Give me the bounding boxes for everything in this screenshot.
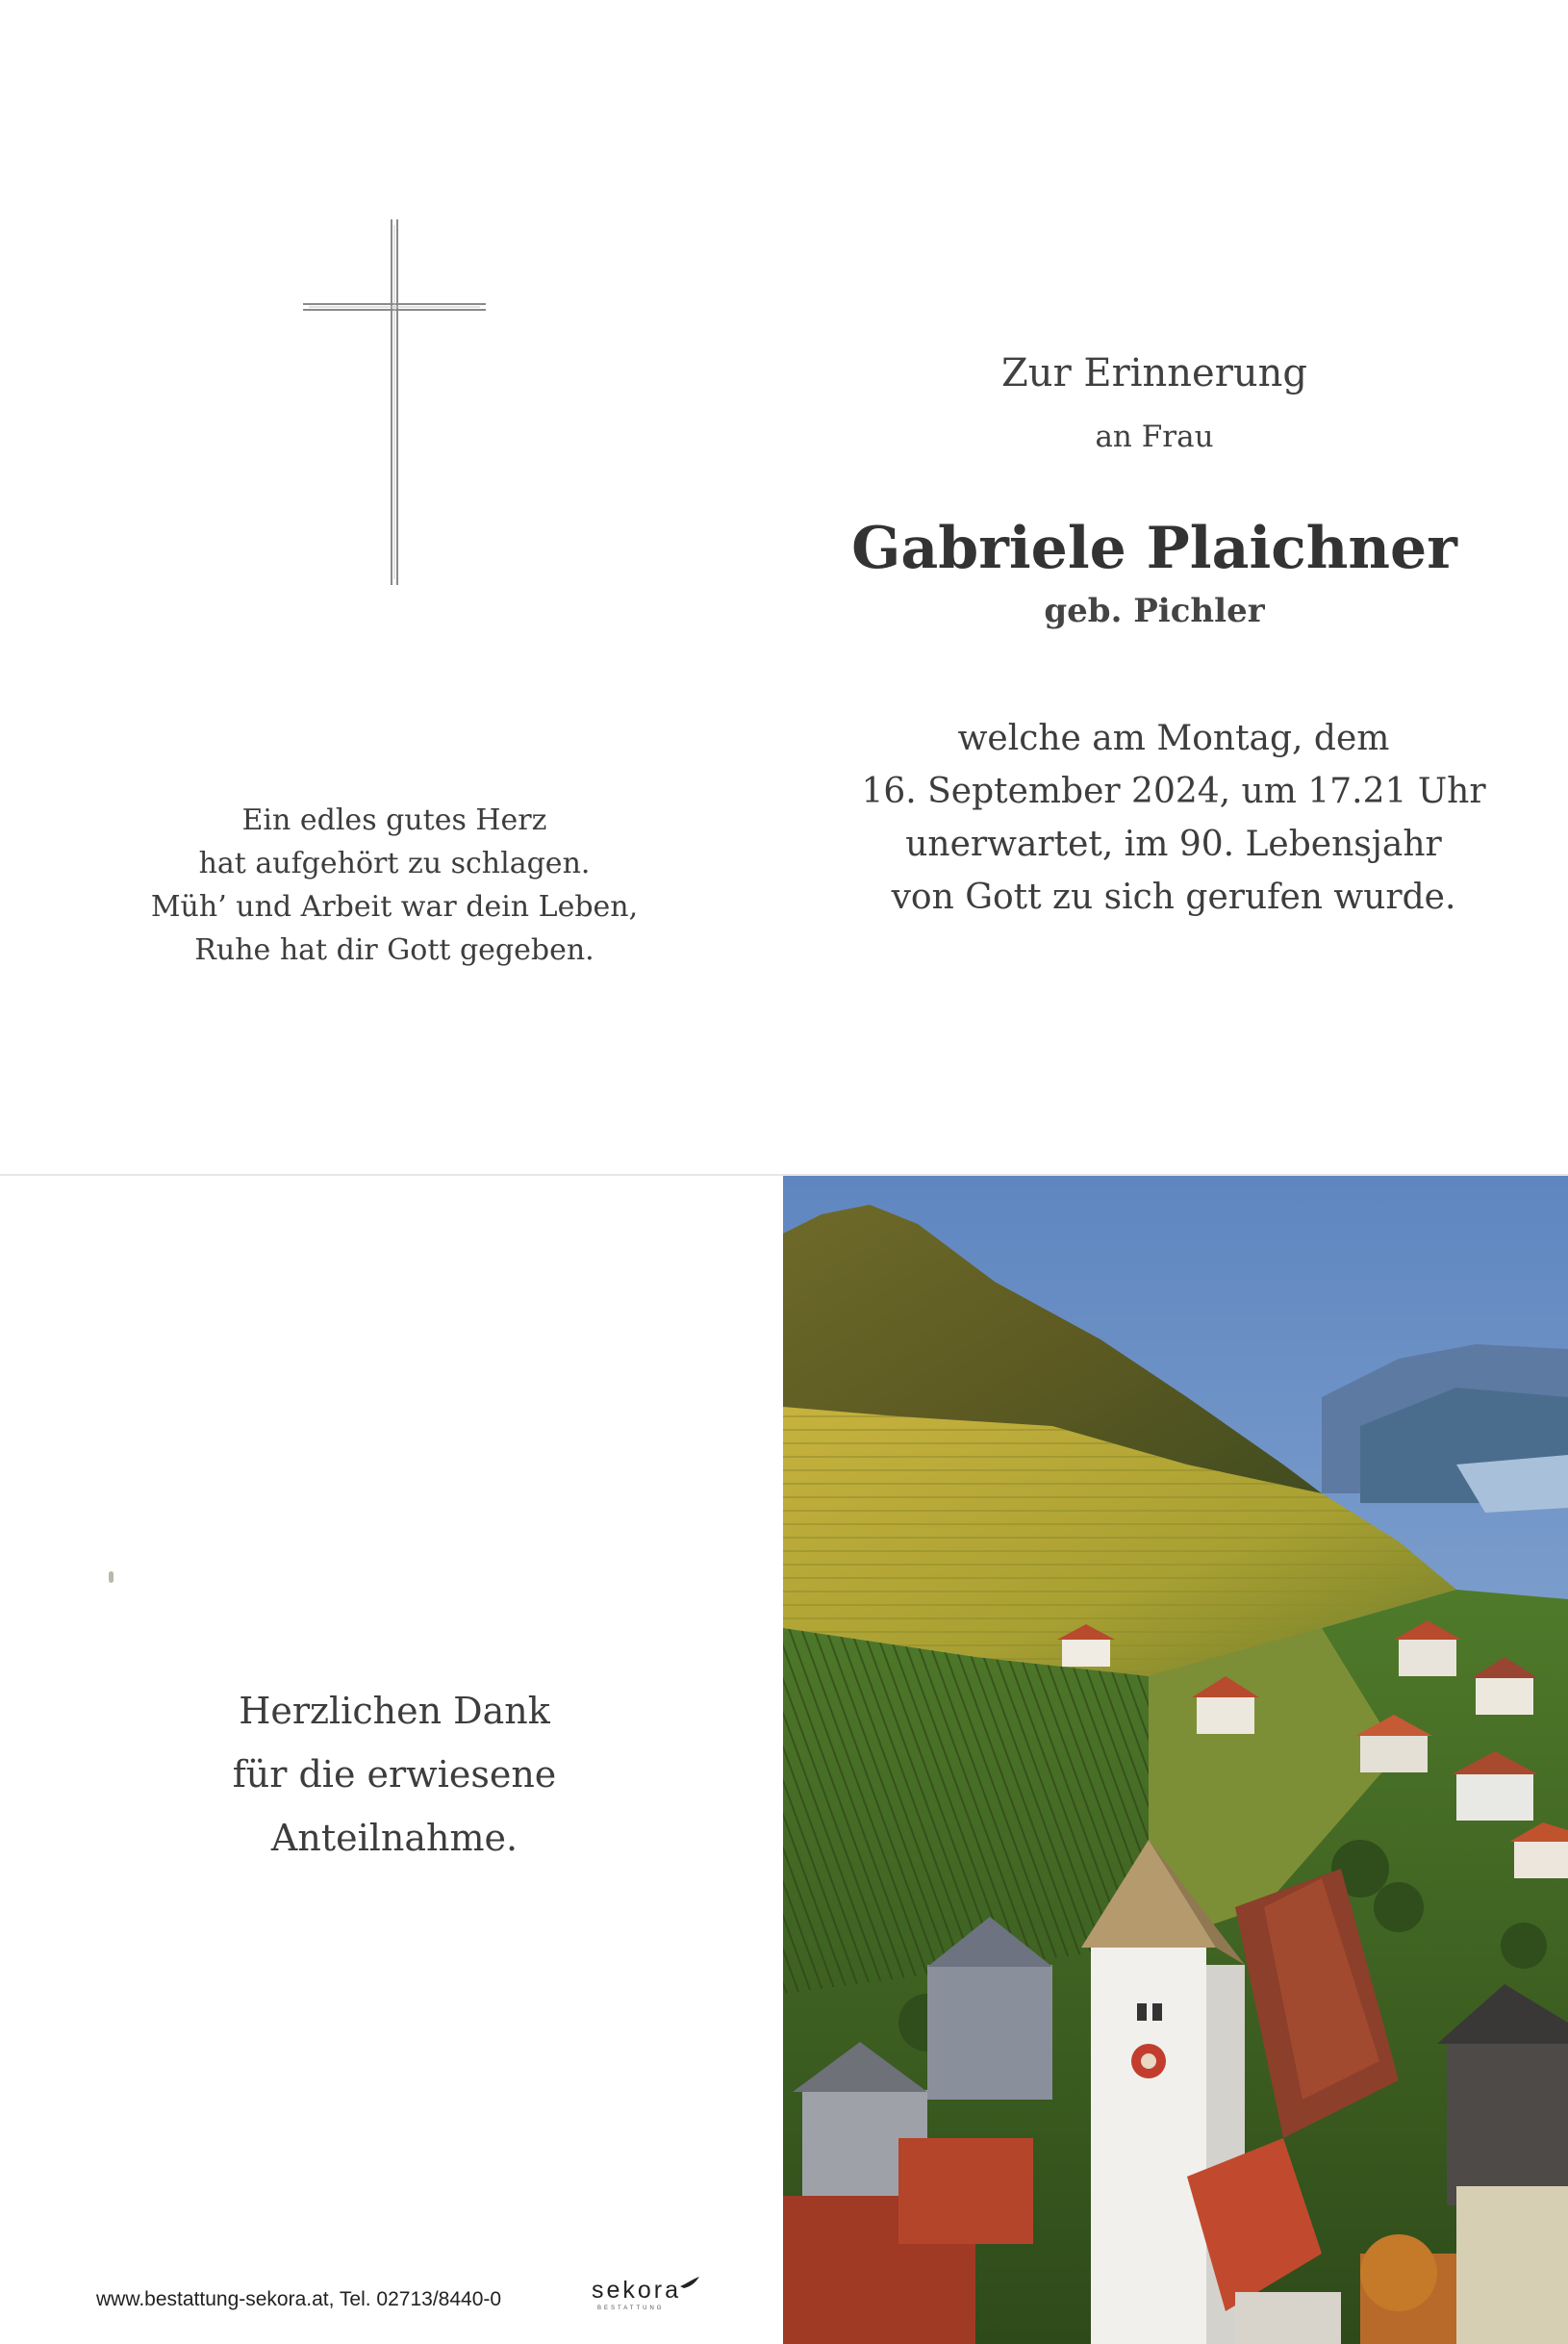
death-line: welche am Montag, dem bbox=[957, 719, 1390, 758]
sekora-logo bbox=[592, 2273, 707, 2317]
thanks-line: für die erwiesene bbox=[232, 1753, 557, 1796]
poem-line: Ein edles gutes Herz bbox=[241, 803, 547, 837]
death-line: 16. September 2024, um 17.21 Uhr bbox=[861, 772, 1486, 811]
logo-word: sekora bbox=[592, 2277, 682, 2304]
poem-line: Müh’ und Arbeit war dein Leben, bbox=[150, 890, 639, 924]
poem-line: hat aufgehört zu schlagen. bbox=[198, 847, 591, 880]
memory-heading: Zur Erinnerung bbox=[1001, 351, 1307, 395]
logo-sub: BESTATTUNG bbox=[597, 2306, 665, 2311]
landscape-photo bbox=[783, 1176, 1568, 2344]
thanks-line: Anteilnahme. bbox=[270, 1817, 518, 1859]
thanks-line: Herzlichen Dank bbox=[239, 1690, 550, 1732]
cross-icon bbox=[303, 219, 486, 585]
death-line: unerwartet, im 90. Lebensjahr bbox=[905, 825, 1442, 864]
poem-line: Ruhe hat dir Gott gegeben. bbox=[194, 933, 594, 967]
bird-icon bbox=[678, 2273, 701, 2296]
memory-subheading: an Frau bbox=[1095, 420, 1214, 454]
thanks-text bbox=[154, 1679, 635, 1870]
speck bbox=[109, 1571, 114, 1583]
deceased-name: Gabriele Plaichner bbox=[851, 515, 1457, 582]
poem bbox=[115, 799, 673, 972]
death-text bbox=[847, 712, 1501, 924]
footer-contact: www.bestattung-sekora.at, Tel. 02713/8440-0 bbox=[96, 2288, 502, 2310]
birth-name: geb. Pichler bbox=[1044, 592, 1265, 630]
death-line: von Gott zu sich gerufen wurde. bbox=[891, 878, 1456, 917]
